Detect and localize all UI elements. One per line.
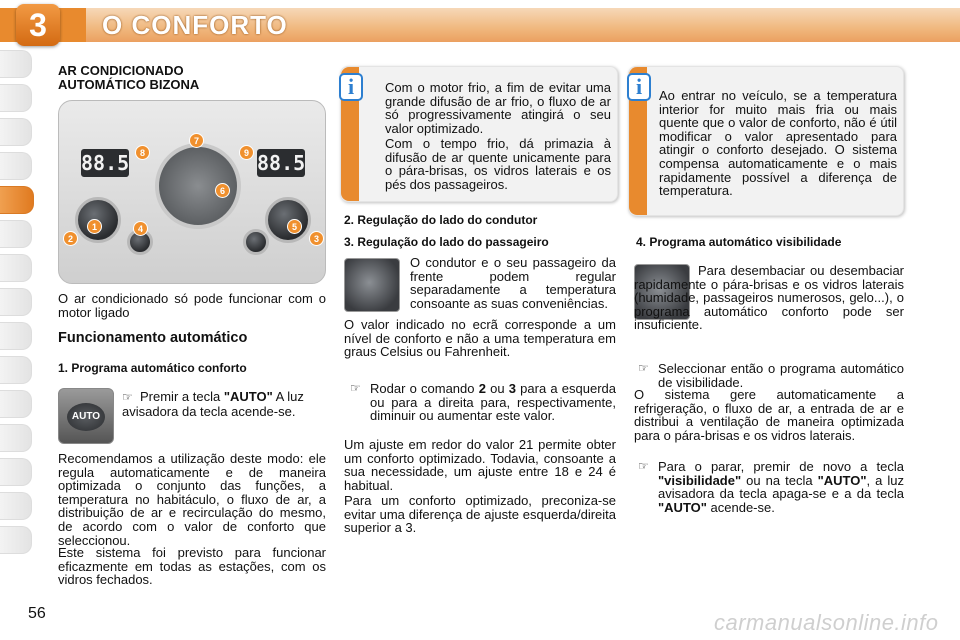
section-heading: AR CONDICIONADO AUTOMÁTICO BIZONA <box>58 63 200 92</box>
callout-3: 3 <box>309 231 324 246</box>
chapter-tab[interactable] <box>0 390 32 418</box>
lcd-right: 88.5 <box>257 151 306 175</box>
auto-bullet: ☞ Premir a tecla "AUTO" A luz avisadora da tecla acende-se. <box>122 389 304 419</box>
climate-panel-image <box>58 100 326 284</box>
info-icon: i <box>339 73 363 101</box>
hand-pointer-icon: ☞ <box>638 459 649 473</box>
info-text: Com o tempo frio, dá primazia à difusão de ar quente unicamente para o pára-brisas, os vidros laterais e os pés dos passageiros. <box>385 136 611 192</box>
intro-text: O ar condicionado só pode funcionar com o motor ligado <box>58 291 326 320</box>
callout-7: 7 <box>189 133 204 148</box>
page-title: O CONFORTO <box>102 10 288 40</box>
info-box-right <box>628 66 904 216</box>
rotate-bullet: ☞ Rodar o comando 2 ou 3 para a esquerda ou para a direita para, respectivamente, diminuir ou aumentar este valor. <box>350 381 617 424</box>
chapter-tab[interactable] <box>0 526 32 554</box>
chapter-tab[interactable] <box>0 458 32 486</box>
hand-pointer-icon: ☞ <box>638 361 649 375</box>
info-text: Com o motor frio, a fim de evitar uma grande difusão de ar frio, o fluxo de ar só progressivamente atingirá o seu valor optimizado. <box>385 80 611 136</box>
callout-6: 6 <box>215 183 230 198</box>
subheading-4: 4. Programa automático visibilidade <box>636 235 842 249</box>
info-icon: i <box>627 73 651 101</box>
page-header <box>0 0 960 46</box>
subheading-1: 1. Programa automático conforto <box>58 361 247 375</box>
chapter-tab[interactable] <box>0 322 32 350</box>
visibility-bullet: ☞ Seleccionar então o programa automático de visibilidade. <box>638 361 904 390</box>
paragraph: Para um conforto optimizado, preconiza-se evitar uma diferença de ajuste esquerda/direita superior a 3. <box>344 493 616 536</box>
callout-8: 8 <box>135 145 150 160</box>
right-temp-knob <box>265 197 311 243</box>
hand-pointer-icon: ☞ <box>350 381 361 395</box>
paragraph: Recomendamos a utilização deste modo: ele regula automaticamente e de maneira optimizada o conjunto das funções, a temperatura no habitáculo, o fluxo de ar, a distribuição de ar e recirculação do mesmo, de acordo com o valor de conforto que seleccionou. <box>58 451 326 548</box>
callout-2: 2 <box>63 231 78 246</box>
auto-button-image <box>58 388 114 444</box>
paragraph: Este sistema foi previsto para funcionar eficazmente em todas as estações, com os vidros fechados. <box>58 545 326 588</box>
callout-4: 4 <box>133 221 148 236</box>
chapter-tab[interactable] <box>0 288 32 316</box>
subheading-3: 3. Regulação do lado do passageiro <box>344 235 549 249</box>
chapter-tab-active[interactable] <box>0 186 34 214</box>
section-title: Funcionamento automático <box>58 330 248 346</box>
chapter-tabs <box>0 50 34 560</box>
small-button-right <box>243 229 269 255</box>
callout-5: 5 <box>287 219 302 234</box>
paragraph: Um ajuste em redor do valor 21 permite obter um conforto optimizado. Todavia, consoante a sua necessidade, um ajuste entre 18 e 24 é habitual. <box>344 437 616 493</box>
paragraph: O valor indicado no ecrã corresponde a um nível de conforto e não a uma temperatura em graus Celsius ou Fahrenheit. <box>344 317 616 360</box>
chapter-tab[interactable] <box>0 220 32 248</box>
subheading-2: 2. Regulação do lado do condutor <box>344 213 538 227</box>
chapter-tab[interactable] <box>0 356 32 384</box>
chapter-tab[interactable] <box>0 84 32 112</box>
info-text: Ao entrar no veículo, se a temperatura interior for muito mais fria ou mais quente que o valor de conforto, não é útil modificar o valor apresentado para atingir o conforto desejado. O sistema compensa automaticamente e o mais rapidamente possível a diferença de temperatura. <box>659 88 897 199</box>
chapter-tab[interactable] <box>0 50 32 78</box>
callout-9: 9 <box>239 145 254 160</box>
chapter-tab[interactable] <box>0 152 32 180</box>
info-box-middle <box>340 66 618 202</box>
chapter-tab[interactable] <box>0 254 32 282</box>
lcd-left: 88.5 <box>81 151 130 175</box>
chapter-tab[interactable] <box>0 118 32 146</box>
knob-image <box>344 258 400 312</box>
thumb-text: Para desembaciar ou desembaciar rapidamente o pára-brisas e os vidros laterais (humidade, passageiros numerosos, gelo...), o programa automático conforto pode ser insuficiente. <box>634 263 904 333</box>
watermark: carmanualsonline.info <box>714 610 939 635</box>
paragraph: O sistema gere automaticamente a refrigeração, o fluxo de ar, a entrada de ar e distribui a ventilação de maneira optimizada para o pára-brisas e os vidros laterais. <box>634 387 904 443</box>
page-number: 56 <box>28 605 46 622</box>
callout-1: 1 <box>87 219 102 234</box>
stop-bullet: ☞ Para o parar, premir de novo a tecla "visibilidade" ou na tecla "AUTO", a luz avisadora da tecla apaga-se e a da tecla "AUTO" acende-se. <box>638 459 905 515</box>
chapter-badge: 3 <box>16 4 60 46</box>
hand-pointer-icon: ☞ <box>122 390 133 404</box>
auto-label: AUTO <box>67 403 105 431</box>
thumb-text: O condutor e o seu passageiro da frente podem regular separadamente a temperatura consoante as suas conveniências. <box>410 255 616 311</box>
chapter-tab[interactable] <box>0 424 32 452</box>
chapter-tab[interactable] <box>0 492 32 520</box>
